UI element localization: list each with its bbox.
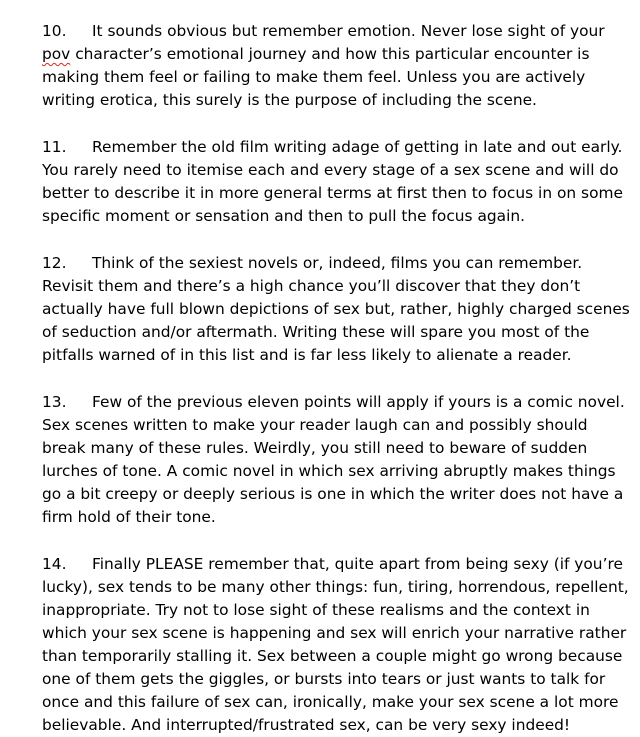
item-number: 11. <box>42 138 67 156</box>
spellcheck-flagged-word: pov <box>42 45 71 63</box>
item-number: 12. <box>42 254 67 272</box>
list-item-10 <box>42 20 630 112</box>
item-number: 10. <box>42 22 67 40</box>
item-number: 14. <box>42 555 67 573</box>
item-text: character’s emotional journey and how this particular encounter is making them feel or failing to make them feel. Unless you are actively writing erotica, this surely is the purpose of including the scene. <box>42 45 590 109</box>
item-text: Remember the old film writing adage of getting in late and out early. You rarely need to itemise each and every stage of a sex scene and will do better to describe it in more general terms at first then to focus in on some specific moment or sensation and then to pull the focus again. <box>42 138 623 225</box>
item-text: It sounds obvious but remember emotion. Never lose sight of your <box>92 22 605 40</box>
item-text: Few of the previous eleven points will apply if yours is a comic novel. Sex scenes written to make your reader laugh can and possibly should break many of these rules. Weirdly, you still need to beware of sudden lurches of tone. A comic novel in which sex arriving abruptly makes things go a bit creepy or deeply serious is one in which the writer does not have a firm hold of their tone. <box>42 393 625 526</box>
item-text: Think of the sexiest novels or, indeed, films you can remember. Revisit them and there’s a high chance you’ll discover that they don’t actually have full blown depictions of sex but, rather, highly charged scenes of seduction and/or aftermath. Writing these will spare you most of the pitfalls warned of in this list and is far less likely to alienate a reader. <box>42 254 630 364</box>
list-item-12 <box>42 252 630 367</box>
item-number: 13. <box>42 393 67 411</box>
list-item-14 <box>42 553 630 737</box>
item-text: Finally PLEASE remember that, quite apart from being sexy (if you’re lucky), sex tends to be many other things: fun, tiring, horrendous, repellent, inappropriate. Try not to lose sight of these realisms and the context in which your sex scene is happening and sex will enrich your narrative rather than temporarily stalling it. Sex between a couple might go wrong because one of them gets the giggles, or bursts into tears or just wants to talk for once and this failure of sex can, ironically, make your sex scene a lot more believable. And interrupted/frustrated sex, can be very sexy indeed! <box>42 555 629 734</box>
list-item-13 <box>42 391 630 529</box>
list-item-11 <box>42 136 630 228</box>
